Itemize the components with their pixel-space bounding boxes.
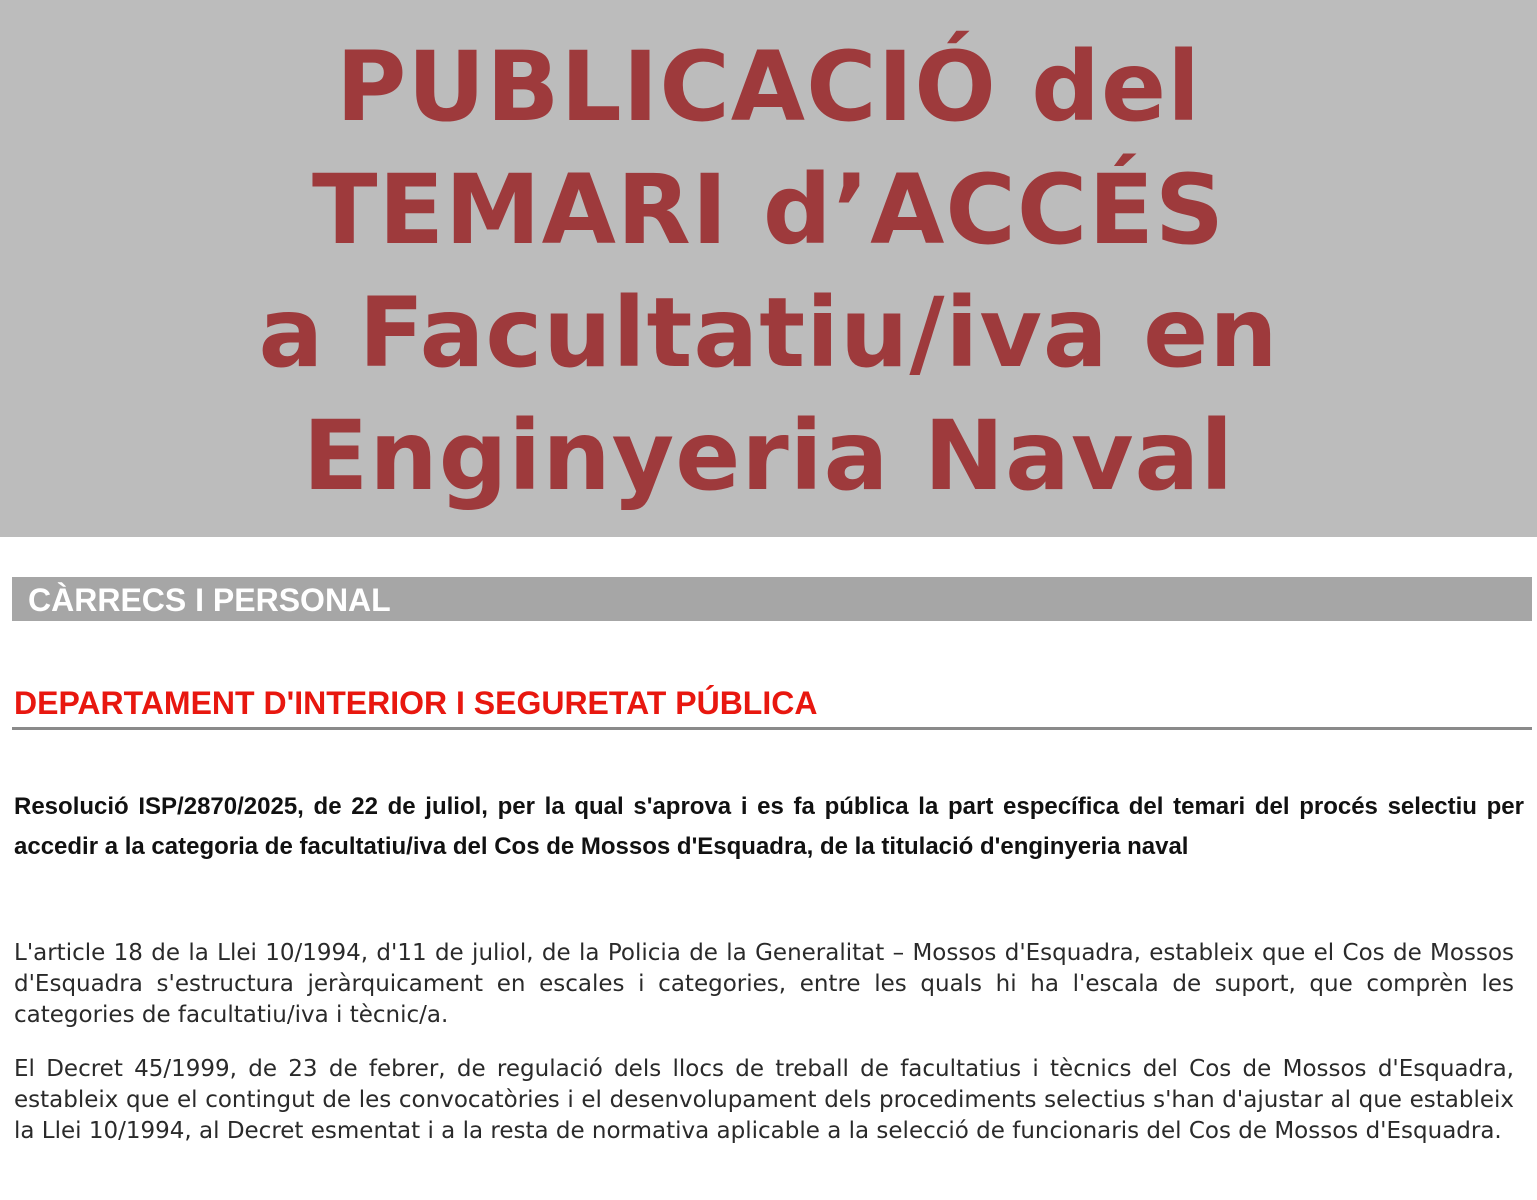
banner-title-line: a Facultatiu/iva en xyxy=(258,277,1279,389)
section-header-bar xyxy=(12,577,1532,621)
department-divider xyxy=(12,727,1532,730)
body-paragraph: L'article 18 de la Llei 10/1994, d'11 de juliol, de la Policia de la Generalitat – Mossos d'Esquadra, estableix que el Cos de Mossos d'Esquadra s'estructura jeràrquicament en escales i categories, entre les quals hi ha l'escala de suport, que comprèn les categories de facultatiu/iva i tècnic/a. xyxy=(14,940,1514,1028)
resolution-title: Resolució ISP/2870/2025, de 22 de juliol, per la qual s'aprova i es fa pública la part específica del temari del procés selectiu per accedir a la categoria de facultatiu/iva del Cos de Mossos d'Esquadra, de la titulació d'enginyeria naval xyxy=(14,793,1524,860)
body-paragraph: El Decret 45/1999, de 23 de febrer, de regulació dels llocs de treball de facultatius i tècnics del Cos de Mossos d'Esquadra, estableix que el contingut de les convocatòries i el desenvolupament dels procediments selectius s'han d'ajustar al que estableix la Llei 10/1994, al Decret esmentat i a la resta de normativa aplicable a la selecció de funcionaris del Cos de Mossos d'Esquadra. xyxy=(14,1056,1514,1144)
banner-title-line: Enginyeria Naval xyxy=(302,400,1235,512)
department-heading: DEPARTAMENT D'INTERIOR I SEGURETAT PÚBLICA xyxy=(14,685,818,721)
section-header-label: CÀRRECS I PERSONAL xyxy=(28,582,391,618)
banner-title-line: TEMARI d’ACCÉS xyxy=(311,154,1226,266)
banner-title xyxy=(0,26,1537,518)
banner-title-line: PUBLICACIÓ del xyxy=(335,31,1202,143)
title-banner xyxy=(0,0,1537,537)
